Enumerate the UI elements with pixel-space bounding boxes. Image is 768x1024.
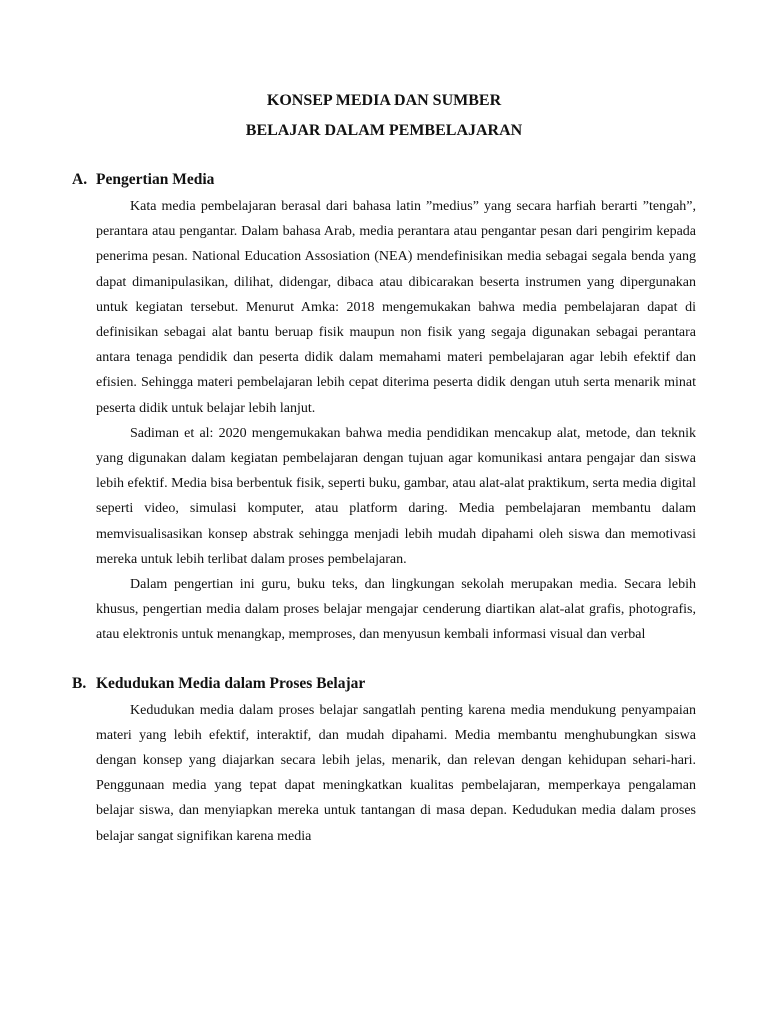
title-line-1: KONSEP MEDIA DAN SUMBER [266, 92, 502, 109]
section-heading [72, 170, 696, 190]
section-pengertian-media [72, 170, 696, 648]
paragraph: Sadiman et al: 2020 mengemukakan bahwa media pendidikan mencakup alat, metode, dan teknik yang digunakan dalam kegiatan pembelajaran dengan tujuan agar komunikasi antara pengajar dan siswa lebih efektif. Media bisa berbentuk fisik, seperti buku, gambar, atau alat-alat praktikum, serta media digital seperti video, simulasi komputer, atau platform daring. Media pembelajaran membantu dalam memvisualisasikan konsep abstrak sehingga menjadi lebih mudah dipahami oleh siswa dan memotivasi mereka untuk lebih terlibat dalam proses pembelajaran. [96, 425, 696, 567]
section-heading-text: Pengertian Media [96, 171, 215, 188]
page-title [72, 86, 696, 146]
section-heading [72, 674, 696, 694]
section-body [96, 194, 696, 648]
section-kedudukan-media [72, 674, 696, 849]
section-heading-text: Kedudukan Media dalam Proses Belajar [96, 674, 366, 692]
paragraph: Kata media pembelajaran berasal dari bahasa latin ”medius” yang secara harfiah berarti ”tengah”, perantara atau pengantar. Dalam bahasa Arab, media perantara atau pengantar pesan dari pengirim kepada penerima pesan. National Education Assosiation (NEA) mendefinisikan media sebagai segala benda yang dapat dimanipulasikan, dilihat, didengar, dibaca atau dibicarakan beserta instrumen yang dipergunakan untuk kegiatan tersebut. Menurut Amka: 2018 mengemukakan bahwa media pembelajaran dapat di definisikan sebagai alat bantu beruap fisik maupun non fisik yang segaja digunakan sebagai perantara antara tenaga pendidik dan peserta didik dalam memahami materi pembelajaran agar lebih efektif dan efisien. Sehingga materi pembelajaran lebih cepat diterima peserta didik dengan utuh serta menarik minat peserta didik untuk belajar lebih lanjut. [96, 199, 696, 416]
section-body [96, 698, 696, 849]
paragraph: Kedudukan media dalam proses belajar sangatlah penting karena media mendukung penyampaian materi yang lebih efektif, interaktif, dan mudah dipahami. Media membantu menghubungkan siswa dengan konsep yang diajarkan secara lebih jelas, menarik, dan relevan dengan kehidupan sehari-hari. Penggunaan media yang tepat dapat meningkatkan kualitas pembelajaran, memperkaya pengalaman belajar siswa, dan menyiapkan mereka untuk tantangan di masa depan. Kedudukan media dalam proses belajar sangat signifikan karena media [96, 702, 696, 844]
title-line-2: BELAJAR DALAM PEMBELAJARAN [245, 122, 523, 139]
section-letter: B. [72, 674, 87, 692]
section-letter: A. [72, 171, 88, 188]
paragraph: Dalam pengertian ini guru, buku teks, dan lingkungan sekolah merupakan media. Secara lebih khusus, pengertian media dalam proses belajar mengajar cenderung diartikan alat-alat grafis, photografis, atau elektronis untuk menangkap, memproses, dan menyusun kembali informasi visual dan verbal [96, 577, 696, 643]
